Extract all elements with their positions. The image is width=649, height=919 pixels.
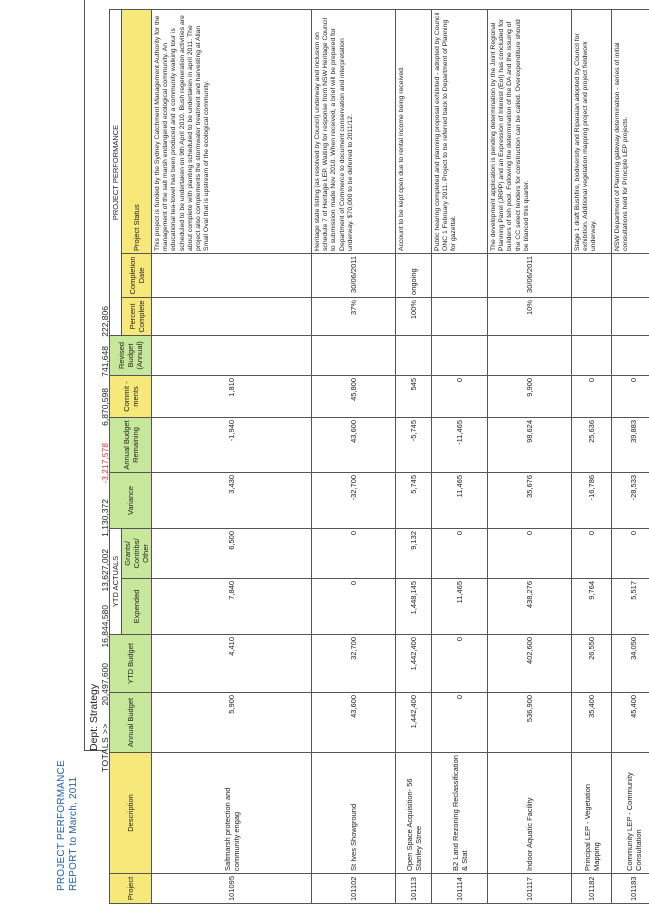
completion-date: ongoing bbox=[396, 253, 432, 297]
expended: 0 bbox=[312, 578, 396, 634]
project-status: Account to be kept open due to rental income being received. bbox=[396, 9, 432, 253]
completion-date bbox=[572, 253, 612, 297]
header-project: Project bbox=[110, 873, 152, 903]
revised-budget bbox=[312, 335, 396, 375]
percent-complete bbox=[612, 297, 649, 335]
expended: 5,517 bbox=[612, 578, 649, 634]
header-ytd-actuals: YTD ACTUALS bbox=[110, 528, 122, 634]
commitments: 0 bbox=[572, 375, 612, 417]
header-variance: Variance bbox=[110, 472, 152, 528]
grants: 9,132 bbox=[396, 528, 432, 578]
total-budget-remaining: 6,870,598 bbox=[100, 388, 110, 426]
budget-remaining: 43,600 bbox=[312, 417, 396, 472]
project-status: Heritage state listing (as resolved by Council) underway and inclusion on schedule 7 of Heritage LEP. Waiting for response from NSW Heritage Council to submission made Nov 2010. When received, a brief will be prepared for Department of Commerce to document conservation and interpretation underway. $70,000 to be deferred to 2011/12. bbox=[312, 9, 396, 253]
variance: 11,465 bbox=[432, 472, 488, 528]
percent-complete: 37% bbox=[312, 297, 396, 335]
header-revised-budget: Revised Budget (Annual) bbox=[110, 335, 152, 375]
table-row bbox=[612, 9, 649, 903]
project-code: 101182 bbox=[572, 873, 612, 903]
variance: 3,430 bbox=[152, 472, 312, 528]
variance: 35,676 bbox=[488, 472, 572, 528]
annual-budget: 45,400 bbox=[612, 692, 649, 752]
project-description: St Ives Showground bbox=[312, 752, 396, 873]
total-expended: 13,627,002 bbox=[100, 549, 110, 592]
budget-remaining: 39,883 bbox=[612, 417, 649, 472]
project-status: Public hearing completed and planning proposal exhibited - adopted by Council ONC 1 February 2011. Project to be referred back to Department of Planning for gazettal. bbox=[432, 9, 488, 253]
annual-budget: 536,900 bbox=[488, 692, 572, 752]
commitments: 0 bbox=[432, 375, 488, 417]
report-title bbox=[56, 760, 80, 891]
variance: 5,745 bbox=[396, 472, 432, 528]
expended: 11,465 bbox=[432, 578, 488, 634]
header-grants: Grants/ Contribs/ Other bbox=[122, 528, 152, 578]
ytd-budget: 4,410 bbox=[152, 634, 312, 692]
completion-date: 30/06/2011 bbox=[312, 253, 396, 297]
project-code: 101117 bbox=[488, 873, 572, 903]
table-row bbox=[432, 9, 488, 903]
expended: 9,764 bbox=[572, 578, 612, 634]
total-ytd-budget: 16,844,580 bbox=[100, 605, 110, 648]
commitments: 9,900 bbox=[488, 375, 572, 417]
completion-date: 30/06/2011 bbox=[488, 253, 572, 297]
totals-label: TOTALS >> bbox=[100, 723, 110, 773]
table-row bbox=[152, 9, 312, 903]
table-row bbox=[312, 9, 396, 903]
percent-complete bbox=[572, 297, 612, 335]
completion-date bbox=[612, 253, 649, 297]
header-percent-complete: Percent Complete bbox=[122, 297, 152, 335]
table-row bbox=[572, 9, 612, 903]
ytd-budget: 32,700 bbox=[312, 634, 396, 692]
ytd-budget: 402,600 bbox=[488, 634, 572, 692]
completion-date bbox=[152, 253, 312, 297]
percent-complete: 10% bbox=[488, 297, 572, 335]
project-status: NSW Department of Planning gateway determination - series of initial consultations held for Principle LEP projects. bbox=[612, 9, 649, 253]
total-annual-budget: 20,497,600 bbox=[100, 663, 110, 706]
header-ytd-budget: YTD Budget bbox=[110, 634, 152, 692]
project-description: Indoor Aquatic Facility bbox=[488, 752, 572, 873]
header-project-performance: PROJECT PERFORMANCE bbox=[110, 9, 122, 335]
project-code: 101114 bbox=[432, 873, 488, 903]
grants: 0 bbox=[312, 528, 396, 578]
project-description: Community LEP - Community Consultation bbox=[612, 752, 649, 873]
budget-remaining: -11,465 bbox=[432, 417, 488, 472]
annual-budget: 1,442,400 bbox=[396, 692, 432, 752]
header-description: Description bbox=[110, 752, 152, 873]
grants: 6,500 bbox=[152, 528, 312, 578]
variance: -32,700 bbox=[312, 472, 396, 528]
annual-budget: 0 bbox=[432, 692, 488, 752]
report-title-line2: REPORT to March, 2011 bbox=[68, 776, 79, 891]
revised-budget bbox=[572, 335, 612, 375]
total-variance: -3,217,578 bbox=[100, 443, 110, 484]
header-annual-budget: Annual Budget bbox=[110, 692, 152, 752]
annual-budget: 35,400 bbox=[572, 692, 612, 752]
department-label: Dept: Strategy bbox=[88, 683, 100, 751]
table-row bbox=[396, 9, 432, 903]
project-description: B2 Land Rezoning Reclassification & Stat bbox=[432, 752, 488, 873]
annual-budget: 43,600 bbox=[312, 692, 396, 752]
grants: 0 bbox=[572, 528, 612, 578]
expended: 7,840 bbox=[152, 578, 312, 634]
percent-complete: 100% bbox=[396, 297, 432, 335]
project-status: Stage 1 draft Bushfire, biodiversity and Riparaian adopted by Council for exhibition. Additional vegetation mapping project and project fieldwork underway. bbox=[572, 9, 612, 253]
total-revised-budget: 222,806 bbox=[100, 306, 110, 337]
commitments: 1,810 bbox=[152, 375, 312, 417]
variance: -28,533 bbox=[612, 472, 649, 528]
project-description: Open Space Acquisition- 56 Stanley Stree bbox=[396, 752, 432, 873]
header-project-status: Project Status bbox=[122, 9, 152, 253]
ytd-budget: 34,050 bbox=[612, 634, 649, 692]
budget-remaining: 25,636 bbox=[572, 417, 612, 472]
revised-budget bbox=[488, 335, 572, 375]
report-title-line1: PROJECT PERFORMANCE bbox=[56, 760, 67, 891]
ytd-budget: 26,550 bbox=[572, 634, 612, 692]
revised-budget bbox=[432, 335, 488, 375]
budget-remaining: -5,745 bbox=[396, 417, 432, 472]
annual-budget: 5,900 bbox=[152, 692, 312, 752]
grants: 0 bbox=[488, 528, 572, 578]
revised-budget bbox=[612, 335, 649, 375]
project-code: 101102 bbox=[312, 873, 396, 903]
percent-complete bbox=[432, 297, 488, 335]
completion-date bbox=[432, 253, 488, 297]
project-code: 101113 bbox=[396, 873, 432, 903]
total-commitments: 741,648 bbox=[100, 346, 110, 377]
grants: 0 bbox=[432, 528, 488, 578]
project-description: Principal LEP - Vegetation Mapping bbox=[572, 752, 612, 873]
header-completion-date: Completion Date bbox=[122, 253, 152, 297]
expended: 1,448,145 bbox=[396, 578, 432, 634]
project-code: 101095 bbox=[152, 873, 312, 903]
grants: 0 bbox=[612, 528, 649, 578]
expended: 438,276 bbox=[488, 578, 572, 634]
project-description: Saltmarsh protection and community engag bbox=[152, 752, 312, 873]
header-budget-remaining: Annual Budget Remaining bbox=[110, 417, 152, 472]
percent-complete bbox=[152, 297, 312, 335]
commitments: 45,800 bbox=[312, 375, 396, 417]
header-expended: Expended bbox=[122, 578, 152, 634]
header-frame-top bbox=[84, 0, 85, 751]
variance: -16,786 bbox=[572, 472, 612, 528]
project-performance-table bbox=[109, 9, 649, 904]
budget-remaining: -1,940 bbox=[152, 417, 312, 472]
ytd-budget: 0 bbox=[432, 634, 488, 692]
project-status: This project is funded by the Sydney Catchment Management Authority for the management of the salt marsh endangered ecological community. An educational tea-towel has been produced and a community walking tour is scheduled to be undertaken on 9th April 2010. Bush regeneration activities are about complete with planting scheduled to be undertaken in april 2011. The project also complements the stormwater treatment and harvesting at Allan Small Oval that is upstream of the ecological community. bbox=[152, 9, 312, 253]
commitments: 545 bbox=[396, 375, 432, 417]
ytd-budget: 1,442,400 bbox=[396, 634, 432, 692]
project-status: The development application is pending determination by the Joint Regional Planning Panel (JRPP) and an Expression of Interest (EoI) has concluded for builders of teh pool. Following the determination of the DA and the issuing of the CC select tenders for construction can be called. Overexpenditure should be blanced this quarter. bbox=[488, 9, 572, 253]
table-row bbox=[488, 9, 572, 903]
revised-budget bbox=[396, 335, 432, 375]
total-grants: 1,130,372 bbox=[100, 499, 110, 537]
project-code: 101183 bbox=[612, 873, 649, 903]
budget-remaining: 98,624 bbox=[488, 417, 572, 472]
commitments: 0 bbox=[612, 375, 649, 417]
header-commitments: Commit -ments bbox=[110, 375, 152, 417]
revised-budget bbox=[152, 335, 312, 375]
